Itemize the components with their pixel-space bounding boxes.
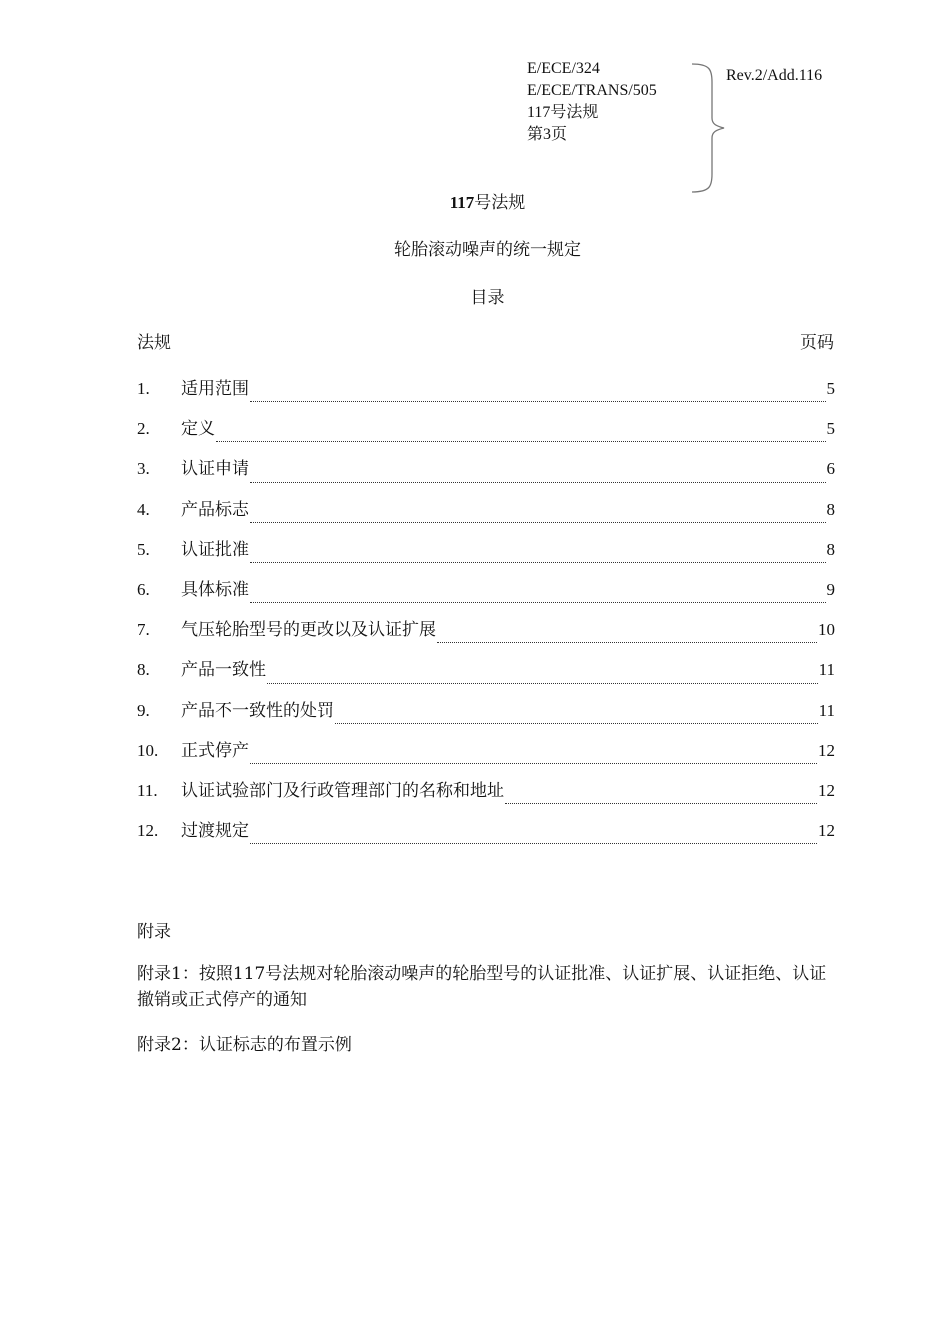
toc-entry[interactable] (137, 655, 835, 695)
dot-leader (250, 400, 826, 402)
regulation-subtitle: 轮胎滚动噪声的统一规定 (394, 240, 581, 260)
toc-number: 5. (137, 539, 150, 559)
toc-number: 12. (137, 821, 159, 841)
regulation-suffix: 号法规 (474, 193, 526, 213)
symbol-line: E/ECE/324 (527, 60, 600, 77)
column-heading-regulation: 法规 (137, 333, 171, 353)
toc-page: 8 (826, 499, 835, 519)
toc-title: 产品一致性 (181, 660, 266, 681)
toc-title: 产品不一致性的处罚 (181, 700, 334, 721)
toc-number: 2. (137, 419, 150, 439)
toc-entry[interactable] (137, 816, 835, 856)
symbol-line: 第3页 (527, 126, 568, 143)
toc-page: 10 (818, 620, 835, 640)
toc-entry[interactable] (137, 615, 835, 655)
column-heading-page: 页码 (800, 333, 834, 353)
toc-title: 气压轮胎型号的更改以及认证扩展 (181, 620, 436, 641)
toc-page: 6 (826, 459, 835, 479)
dot-leader (250, 481, 826, 483)
toc-title: 正式停产 (181, 740, 249, 761)
toc-entry[interactable] (137, 495, 835, 535)
toc-entry[interactable] (137, 696, 835, 736)
toc-number: 8. (137, 660, 150, 680)
annex-1-entry[interactable]: 附录1：按照117号法规对轮胎滚动噪声的轮胎型号的认证批准、认证扩展、认证拒绝、认证撤销或正式停产的通知 (137, 964, 827, 1010)
dot-leader (250, 762, 817, 764)
toc-number: 9. (137, 700, 150, 720)
toc-page: 5 (826, 419, 835, 439)
dot-leader (267, 682, 818, 684)
dot-leader (250, 601, 826, 603)
dot-leader (250, 521, 826, 523)
document-symbols (527, 58, 657, 146)
toc-entry[interactable] (137, 414, 835, 454)
toc-number: 7. (137, 620, 150, 640)
toc-number: 10. (137, 740, 159, 760)
toc-title: 具体标准 (181, 579, 249, 600)
dot-leader (216, 440, 826, 442)
toc-entry[interactable] (137, 374, 835, 414)
symbol-line: E/ECE/TRANS/505 (527, 82, 657, 99)
toc-entry[interactable] (137, 776, 835, 816)
toc-title: 认证试验部门及行政管理部门的名称和地址 (181, 780, 504, 801)
toc-page: 12 (818, 821, 835, 841)
curly-brace-icon (690, 62, 730, 194)
toc-page: 11 (818, 660, 835, 680)
toc-entry[interactable] (137, 575, 835, 615)
annexes-heading: 附录 (137, 922, 171, 942)
toc-title: 适用范围 (181, 379, 249, 399)
toc-entry[interactable] (137, 535, 835, 575)
toc-page: 8 (826, 539, 835, 559)
toc-title: 定义 (181, 419, 215, 440)
dot-leader (250, 561, 826, 563)
toc-title: 产品标志 (181, 499, 249, 520)
annex-2-entry[interactable]: 附录2：认证标志的布置示例 (137, 1035, 352, 1055)
toc-page: 12 (818, 780, 835, 800)
toc-page: 12 (818, 740, 835, 760)
toc-title: 认证批准 (181, 539, 249, 560)
regulation-number: 117 (449, 193, 475, 212)
toc-number: 6. (137, 579, 150, 599)
toc-number: 4. (137, 499, 150, 519)
toc-page: 11 (818, 700, 835, 720)
toc-heading: 目录 (470, 288, 505, 308)
toc-title: 过渡规定 (181, 821, 249, 842)
dot-leader (437, 641, 817, 643)
revision-label: Rev.2/Add.116 (726, 67, 823, 84)
table-of-contents (137, 374, 835, 856)
toc-entry[interactable] (137, 736, 835, 776)
toc-number: 1. (137, 379, 150, 398)
symbol-line: 117号法规 (527, 104, 599, 121)
toc-page: 5 (826, 379, 835, 398)
dot-leader (505, 802, 817, 804)
toc-number: 11. (137, 780, 158, 800)
toc-number: 3. (137, 459, 150, 479)
toc-entry[interactable] (137, 454, 835, 494)
toc-title: 认证申请 (181, 459, 249, 480)
dot-leader (250, 842, 817, 844)
toc-page: 9 (826, 579, 835, 599)
regulation-title (0, 188, 950, 213)
dot-leader (335, 722, 818, 724)
